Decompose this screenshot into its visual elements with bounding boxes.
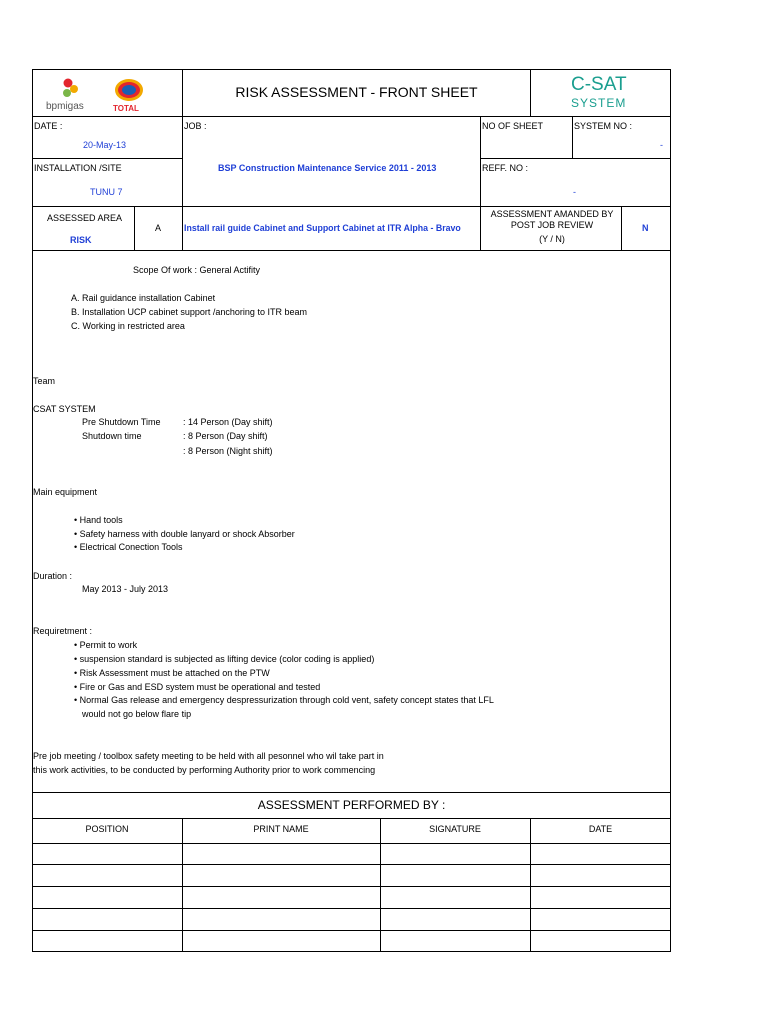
shutdown-label: Shutdown time: [82, 431, 142, 441]
requirement-item: • Fire or Gas and ESD system must be operational and tested: [74, 682, 321, 692]
system-no-cell: [572, 116, 671, 159]
shutdown-value-day: : 8 Person (Day shift): [183, 431, 268, 441]
assessed-area-label: ASSESSED AREA: [47, 213, 123, 223]
task-cell: [182, 206, 481, 251]
meeting-text-1: Pre job meeting / toolbox safety meeting to be held with all pesonnel who wil take part in: [33, 751, 384, 761]
scope-item-c: C. Working in restricted area: [71, 321, 185, 331]
title-cell: [182, 69, 531, 117]
system-no-value: -: [660, 140, 663, 150]
total-logo-text: TOTAL: [113, 104, 139, 113]
performed-by-title-cell: [32, 792, 671, 819]
area-code-cell: [134, 206, 183, 251]
no-sheet-cell: [480, 116, 573, 159]
meeting-text-2: this work activities, to be conducted by performing Authority prior to work commencing: [33, 765, 376, 775]
column-header-date: DATE: [588, 824, 613, 834]
logo-left-cell: [32, 69, 183, 117]
reff-cell: [480, 158, 671, 207]
no-sheet-label: NO OF SHEET: [482, 121, 544, 131]
requirement-item-continued: would not go below flare tip: [82, 709, 192, 719]
requirement-item: • Permit to work: [74, 640, 138, 650]
csat-logo-text: C-SAT: [571, 74, 627, 95]
column-header-print-name: PRINT NAME: [253, 824, 309, 834]
system-no-label: SYSTEM NO :: [574, 121, 633, 131]
equipment-item: • Safety harness with double lanyard or shock Absorber: [74, 529, 295, 539]
duration-value: May 2013 - July 2013: [82, 584, 169, 594]
amended-label-3: (Y / N): [539, 234, 565, 244]
scope-item-a: A. Rail guidance installation Cabinet: [71, 293, 216, 303]
total-logo-icon: [107, 74, 153, 114]
requirement-item: • suspension standard is subjected as lifting device (color coding is applied): [74, 654, 375, 664]
column-header-signature: SIGNATURE: [429, 824, 481, 834]
logo-right-cell: [530, 69, 671, 117]
requirement-item: • Risk Assessment must be attached on the PTW: [74, 668, 270, 678]
date-label: DATE :: [34, 121, 63, 131]
duration-label: Duration :: [33, 571, 73, 581]
assessed-area-value: RISK: [70, 235, 92, 245]
page-title: RISK ASSESSMENT - FRONT SHEET: [235, 84, 478, 100]
signoff-table: [32, 818, 671, 952]
area-code: A: [155, 223, 162, 233]
bpmigas-logo-icon: [43, 74, 93, 114]
date-cell: [32, 116, 183, 159]
job-value: BSP Construction Maintenance Service 2011 - 2013: [218, 163, 437, 173]
reff-label: REFF. NO :: [482, 163, 529, 173]
installation-cell: [32, 158, 183, 207]
equipment-label: Main equipment: [33, 487, 98, 497]
csat-logo-subtext: SYSTEM: [571, 96, 627, 110]
date-value: 20-May-13: [83, 140, 127, 150]
amended-value-cell: [621, 206, 671, 251]
task-description: Install rail guide Cabinet and Support Cabinet at ITR Alpha - Bravo: [184, 223, 461, 233]
shutdown-value-night: : 8 Person (Night shift): [183, 446, 273, 456]
job-label: JOB :: [184, 121, 207, 131]
pre-shutdown-value: : 14 Person (Day shift): [183, 417, 273, 427]
scope-item-b: B. Installation UCP cabinet support /anchoring to ITR beam: [71, 307, 307, 317]
equipment-item: • Hand tools: [74, 515, 123, 525]
equipment-item: • Electrical Conection Tools: [74, 542, 183, 552]
assessed-area-cell: [32, 206, 135, 251]
pre-shutdown-label: Pre Shutdown Time: [82, 417, 161, 427]
job-cell: [182, 116, 481, 207]
performed-by-title: ASSESSMENT PERFORMED BY :: [257, 798, 446, 812]
team-company: CSAT SYSTEM: [33, 404, 96, 414]
team-label: Team: [33, 376, 56, 386]
bpmigas-logo-text: bpmigas: [46, 101, 84, 112]
column-header-position: POSITION: [85, 824, 129, 834]
amended-cell: [480, 206, 622, 251]
amended-label-1: ASSESSMENT AMANDED BY: [490, 209, 614, 219]
risk-assessment-sheet: [32, 69, 671, 952]
amended-label-2: POST JOB REVIEW: [510, 220, 594, 230]
requirement-item: • Normal Gas release and emergency despressurization through cold vent, safety concept states that LFL: [74, 695, 494, 705]
installation-label: INSTALLATION /SITE: [34, 163, 122, 173]
scope-text: Scope Of work : General Actifity: [133, 265, 261, 275]
requirement-label: Requiretment :: [33, 626, 93, 636]
amended-value: N: [642, 223, 649, 233]
reff-value: -: [573, 187, 576, 197]
installation-value: TUNU 7: [90, 187, 123, 197]
